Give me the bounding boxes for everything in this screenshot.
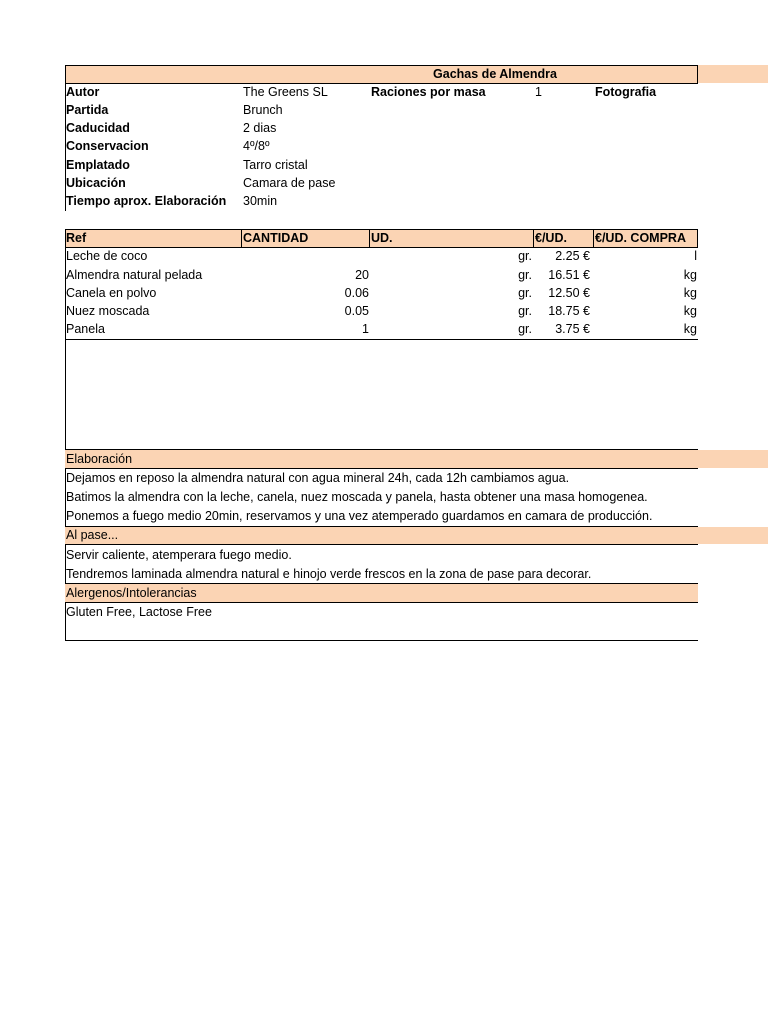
ingredient-unit: gr. xyxy=(518,286,532,300)
col-header-cantidad: CANTIDAD xyxy=(243,231,309,245)
info-label-tiempo: Tiempo aprox. Elaboración xyxy=(66,194,227,208)
header-divider-2 xyxy=(369,229,370,247)
ingredient-price: 3.75 € xyxy=(555,322,590,336)
elaboracion-title: Elaboración xyxy=(66,452,133,466)
al-pase-step: Tendremos laminada almendra natural e hinojo verde frescos en la zona de pase para decorar. xyxy=(66,567,592,581)
ingredient-name: Canela en polvo xyxy=(66,286,157,300)
ingredients-bottom-border xyxy=(65,339,698,340)
fotografia-label: Fotografia xyxy=(595,85,657,99)
ingredient-unit: gr. xyxy=(518,268,532,282)
ingredient-name: Panela xyxy=(66,322,105,336)
header-divider-5 xyxy=(697,229,698,247)
ingredient-quantity: 0.05 xyxy=(344,304,369,318)
info-label-caducidad: Caducidad xyxy=(66,121,130,135)
ingredient-quantity: 1 xyxy=(362,322,369,336)
info-value-tiempo: 30min xyxy=(243,194,278,208)
ingredient-purchase-unit: l xyxy=(694,249,697,263)
alergenos-title: Alergenos/Intolerancias xyxy=(66,586,197,600)
elaboracion-band xyxy=(65,450,768,468)
title-left-border xyxy=(65,65,66,83)
ingredient-unit: gr. xyxy=(518,304,532,318)
ingredient-price: 2.25 € xyxy=(555,249,590,263)
header-divider-3 xyxy=(533,229,534,247)
raciones-value: 1 xyxy=(535,85,542,99)
info-label-autor: Autor xyxy=(66,85,100,99)
ingredient-purchase-unit: kg xyxy=(683,268,697,282)
info-label-emplatado: Emplatado xyxy=(66,158,130,172)
ingredient-name: Nuez moscada xyxy=(66,304,150,318)
ingredient-unit: gr. xyxy=(518,249,532,263)
title-right-border xyxy=(697,65,698,83)
al-pase-band-bottom-border xyxy=(65,544,698,545)
info-label-partida: Partida xyxy=(66,103,109,117)
al-pase-title: Al pase... xyxy=(66,528,119,542)
info-value-emplatado: Tarro cristal xyxy=(243,158,308,172)
info-value-caducidad: 2 dias xyxy=(243,121,277,135)
alergenos-bottom-border xyxy=(65,640,698,641)
header-divider-1 xyxy=(241,229,242,247)
al-pase-band xyxy=(65,527,768,544)
info-label-ubicacion: Ubicación xyxy=(66,176,126,190)
ingredient-price: 18.75 € xyxy=(548,304,590,318)
info-label-conservacion: Conservacion xyxy=(66,139,149,153)
col-header-ref: Ref xyxy=(66,231,87,245)
info-value-autor: The Greens SL xyxy=(243,85,328,99)
al-pase-step: Servir caliente, atemperara fuego medio. xyxy=(66,548,292,562)
ingredient-price: 16.51 € xyxy=(548,268,590,282)
ingredient-quantity: 0.06 xyxy=(344,286,369,300)
info-value-partida: Brunch xyxy=(243,103,283,117)
col-header-ud: UD. xyxy=(371,231,393,245)
ingredient-purchase-unit: kg xyxy=(683,322,697,336)
recipe-title: Gachas de Almendra xyxy=(433,67,557,81)
elaboracion-step: Dejamos en reposo la almendra natural con agua mineral 24h, cada 12h cambiamos agua. xyxy=(66,471,570,485)
raciones-label: Raciones por masa xyxy=(371,85,486,99)
alergenos-value: Gluten Free, Lactose Free xyxy=(66,605,212,619)
ingredient-unit: gr. xyxy=(518,322,532,336)
elaboracion-step: Batimos la almendra con la leche, canela, nuez moscada y panela, hasta obtener una masa homogenea. xyxy=(66,490,648,504)
col-header-eur-ud-compra: €/UD. COMPRA xyxy=(595,231,686,245)
info-value-ubicacion: Camara de pase xyxy=(243,176,336,190)
header-divider-4 xyxy=(593,229,594,247)
elaboracion-step: Ponemos a fuego medio 20min, reservamos y una vez atemperado guardamos en camara de producción. xyxy=(66,509,653,523)
ingredient-name: Leche de coco xyxy=(66,249,148,263)
ingredient-purchase-unit: kg xyxy=(683,304,697,318)
ingredient-name: Almendra natural pelada xyxy=(66,268,203,282)
ingredient-quantity: 20 xyxy=(355,268,369,282)
info-value-conservacion: 4º/8º xyxy=(243,139,270,153)
col-header-eur-ud: €/UD. xyxy=(535,231,567,245)
ingredient-price: 12.50 € xyxy=(548,286,590,300)
ingredient-purchase-unit: kg xyxy=(683,286,697,300)
